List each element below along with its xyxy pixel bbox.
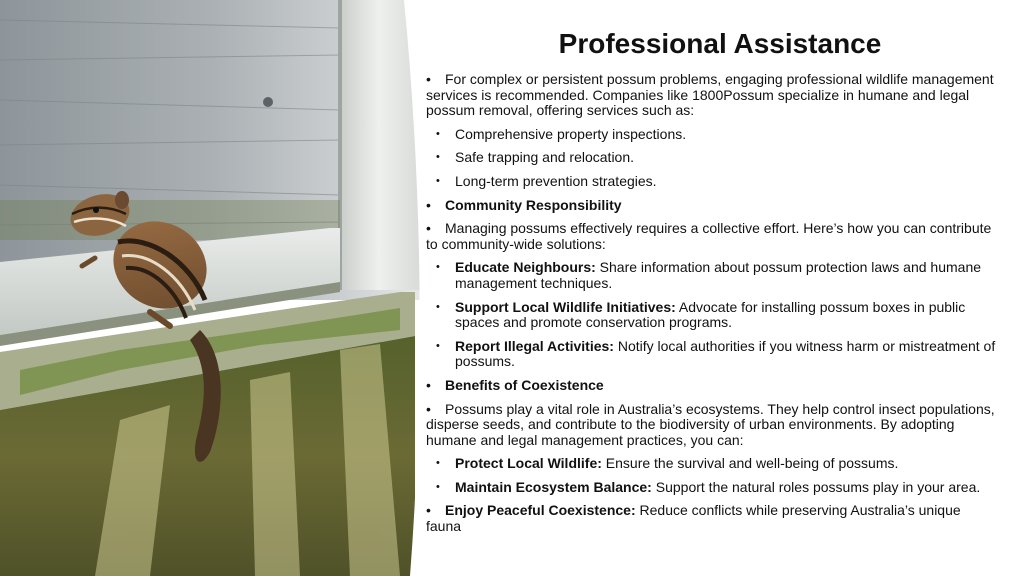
bullet-icon: •: [436, 174, 440, 187]
bullet-icon: •: [436, 339, 440, 352]
bullet-text: Comprehensive property inspections.: [455, 125, 687, 142]
bullet-item: [426, 221, 998, 252]
bullet-heading: Enjoy Peaceful Coexistence:: [445, 502, 636, 519]
bullet-heading: Protect Local Wildlife:: [455, 455, 602, 472]
chipmunk-photo: [0, 0, 420, 576]
bullet-text: Long-term prevention strategies.: [455, 172, 657, 189]
bullet-text: Notify local authorities if you witness harm or mistreatment of possums.: [455, 337, 996, 370]
bullet-text: Reduce conflicts while preserving Australia’s unique fauna: [426, 502, 961, 535]
bullet-item: [426, 378, 998, 394]
bullet-text: Advocate for installing possum boxes in public spaces and promote conservation programs.: [455, 298, 966, 331]
bullet-icon: •: [426, 196, 431, 213]
sub-bullet-item: [426, 480, 998, 496]
sub-bullet-item: [426, 127, 998, 143]
bullet-item: [426, 402, 998, 449]
bullet-heading: Community Responsibility: [445, 196, 622, 213]
sub-bullet-item: [426, 456, 998, 472]
bullet-text: Possums play a vital role in Australia’s ecosystems. They help control insect populations, disperse seeds, and contribute to the biodiversity of urban environments. By adopting humane and legal management practices, you can:: [426, 400, 995, 448]
sub-bullet-item: [426, 300, 998, 331]
bullet-icon: •: [426, 376, 431, 393]
bullet-icon: •: [426, 71, 431, 87]
sub-bullet-item: [426, 260, 998, 291]
bullet-list: [426, 72, 998, 543]
bullet-heading: Benefits of Coexistence: [445, 376, 604, 393]
bullet-icon: •: [436, 300, 440, 313]
bullet-icon: •: [426, 502, 431, 519]
bullet-text: Share information about possum protection laws and humane management techniques.: [455, 259, 982, 291]
bullet-heading: Support Local Wildlife Initiatives:: [455, 298, 676, 315]
bullet-text: Managing possums effectively requires a collective effort. Here’s how you can contribute to community-wide solutions:: [426, 220, 992, 252]
bullet-heading: Educate Neighbours:: [455, 259, 596, 276]
bullet-icon: •: [436, 457, 440, 470]
bullet-icon: •: [436, 127, 440, 140]
bullet-heading: Report Illegal Activities:: [455, 337, 614, 354]
bullet-icon: •: [426, 400, 431, 417]
bullet-icon: •: [426, 220, 431, 237]
slide-title: Professional Assistance: [558, 28, 882, 59]
bullet-item: [426, 72, 998, 119]
bullet-text: Safe trapping and relocation.: [455, 149, 635, 166]
bullet-icon: •: [436, 261, 440, 274]
bullet-item: [426, 503, 998, 534]
bullet-text: Support the natural roles possums play in your area.: [651, 478, 981, 495]
sub-bullet-item: [426, 150, 998, 166]
bullet-text: For complex or persistent possum problems, engaging professional wildlife management services is recommended. Companies like 1800Possum specialize in humane and legal possum removal, offering services such as:: [426, 71, 994, 119]
sub-bullet-item: [426, 339, 998, 370]
bullet-item: [426, 198, 998, 214]
bullet-text: Ensure the survival and well-being of possums.: [601, 455, 899, 472]
bullet-icon: •: [436, 480, 440, 493]
sub-bullet-item: [426, 174, 998, 190]
bullet-heading: Maintain Ecosystem Balance:: [455, 478, 652, 495]
bullet-icon: •: [436, 151, 440, 164]
